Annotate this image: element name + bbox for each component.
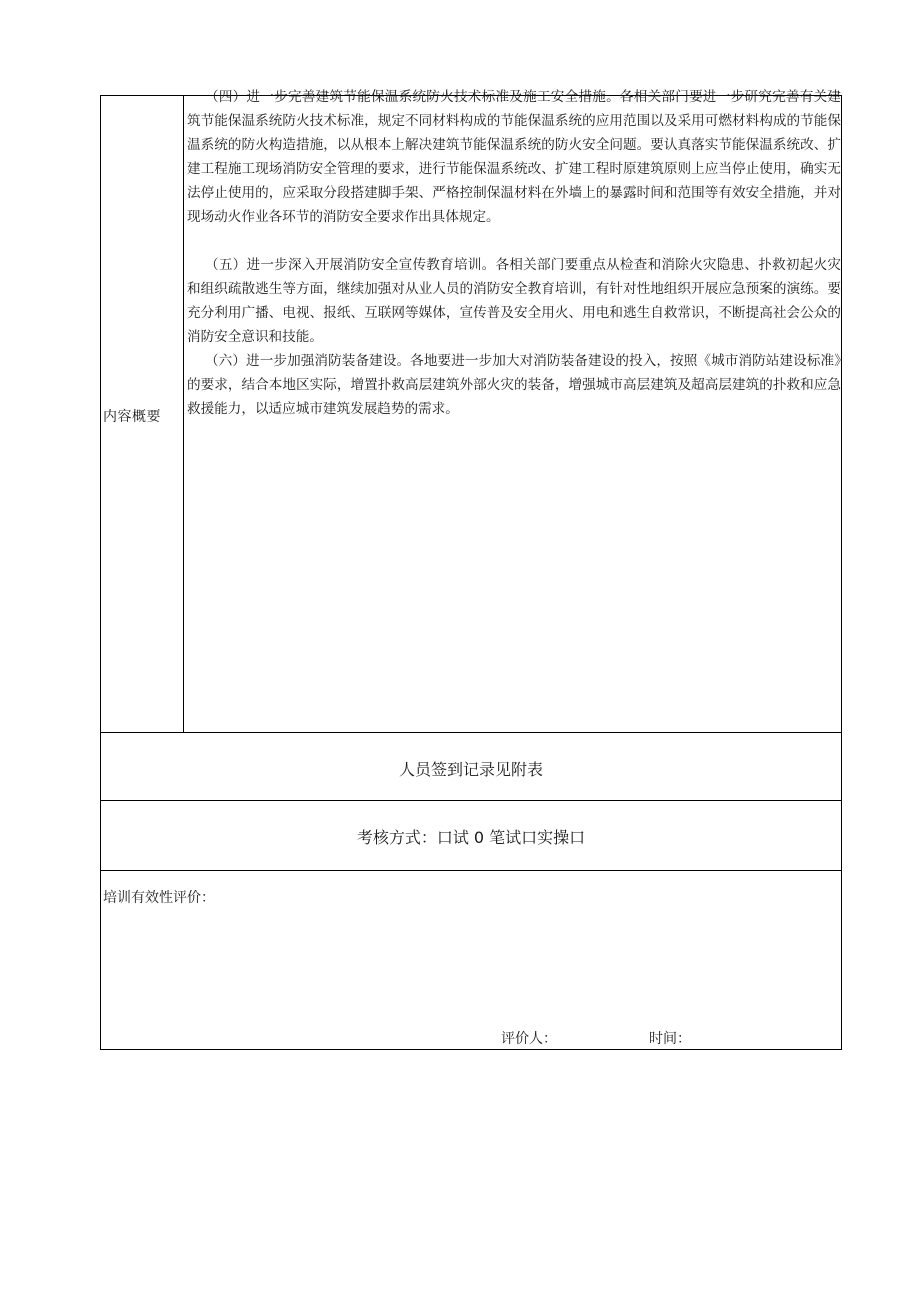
evaluation-time-label: 时间：: [649, 1031, 691, 1047]
paragraph-five: （五）进一步深入开展消防安全宣传教育培训。各相关部门要重点从检查和消除火灾隐患、扑救初起火灾和组织疏散逃生等方面，继续加强对从业人员的消防安全教育培训，有针对性地组织开展应急预案的演练。要充分利用广播、电视、报纸、互联网等媒体，宣传普及安全用火、用电和逃生自救常识，不断提高社会公众的消防安全意识和技能。: [187, 257, 841, 345]
content-summary-label: 内容概要: [103, 409, 161, 425]
evaluation-row: [101, 870, 841, 1050]
sign-in-row: [101, 732, 841, 800]
content-summary-cell: [184, 89, 841, 732]
evaluation-label: 培训有效性评价：: [103, 890, 215, 906]
exam-method-row: [101, 800, 841, 870]
paragraph-four: （四）进一步完善建筑节能保温系统防火技术标准及施工安全措施。各相关部门要进一步研究完善有关建筑节能保温系统防火技术标准，规定不同材料构成的节能保温系统的应用范围以及采用可燃材料构成的节能保温系统的防火构造措施，以从根本上解决建筑节能保温系统的防火安全问题。要认真落实节能保温系统改、扩建工程施工现场消防安全管理的要求，进行节能保温系统改、扩建工程时原建筑原则上应当停止使用，确实无法停止使用的，应采取分段搭建脚手架、严格控制保温材料在外墙上的暴露时间和范围等有效安全措施，并对现场动火作业各环节的消防安全要求作出具体规定。: [187, 89, 841, 225]
training-record-table: [100, 89, 842, 1050]
exam-method: 考核方式：口试 0 笔试口实操口: [356, 828, 586, 847]
content-label-cell: [101, 96, 184, 732]
sign-in-note: 人员签到记录见附表: [398, 760, 543, 779]
evaluator-label: 评价人：: [501, 1031, 557, 1047]
paragraph-six: （六）进一步加强消防装备建设。各地要进一步加大对消防装备建设的投入，按照《城市消防站建设标准》的要求，结合本地区实际，增置扑救高层建筑外部火灾的装备，增强城市高层建筑及超高层建筑的扑救和应急救援能力，以适应城市建筑发展趋势的需求。: [187, 353, 841, 417]
